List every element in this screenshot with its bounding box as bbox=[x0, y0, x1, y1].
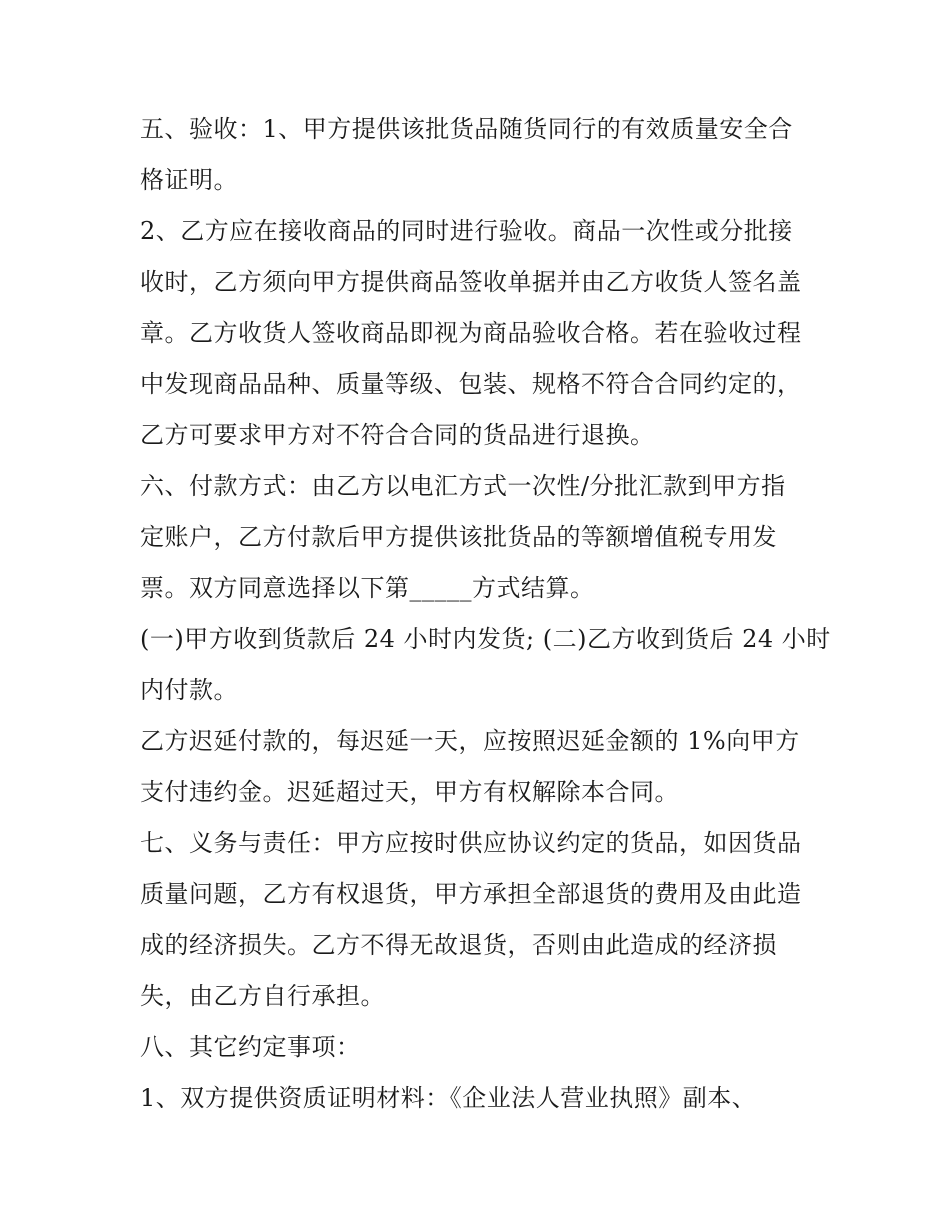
section-5-item-2-paragraph bbox=[140, 206, 820, 461]
text-line: 八、其它约定事项： bbox=[140, 1033, 361, 1061]
text-line: 五、验收：1、甲方提供该批货品随货同行的有效质量安全合 bbox=[140, 115, 793, 143]
text-line: 失，由乙方自行承担。 bbox=[140, 982, 385, 1010]
text-line: 六、付款方式：由乙方以电汇方式一次性/分批汇款到甲方指 bbox=[140, 472, 786, 500]
section-8-heading bbox=[140, 1022, 820, 1073]
section-6-options-paragraph bbox=[140, 614, 831, 716]
text-line: 中发现商品品种、质量等级、包装、规格不符合合同约定的， bbox=[140, 370, 802, 398]
section-7-obligations-paragraph bbox=[140, 818, 820, 1022]
text-line: 乙方迟延付款的，每迟延一天，应按照迟延金额的 1%向甲方 bbox=[140, 727, 800, 755]
text-line: 内付款。 bbox=[140, 676, 238, 704]
text-line: 成的经济损失。乙方不得无故退货，否则由此造成的经济损 bbox=[140, 931, 777, 959]
text-line: 2、乙方应在接收商品的同时进行验收。商品一次性或分批接 bbox=[140, 217, 793, 245]
text-line: 质量问题，乙方有权退货，甲方承担全部退货的费用及由此造 bbox=[140, 880, 802, 908]
text-line: 票。双方同意选择以下第_____方式结算。 bbox=[140, 574, 595, 602]
text-line: 七、义务与责任：甲方应按时供应协议约定的货品，如因货品 bbox=[140, 829, 802, 857]
document-body bbox=[140, 104, 831, 1124]
section-6-late-payment-paragraph bbox=[140, 716, 820, 818]
text-line: 格证明。 bbox=[140, 166, 238, 194]
text-line: 收时，乙方须向甲方提供商品签收单据并由乙方收货人签名盖 bbox=[140, 268, 802, 296]
section-6-payment-paragraph bbox=[140, 461, 820, 614]
text-line: 乙方可要求甲方对不符合合同的货品进行退换。 bbox=[140, 421, 655, 449]
text-line: 章。乙方收货人签收商品即视为商品验收合格。若在验收过程 bbox=[140, 319, 802, 347]
text-line: 支付违约金。迟延超过天，甲方有权解除本合同。 bbox=[140, 778, 679, 806]
text-line: (一)甲方收到货款后 24 小时内发货; (二)乙方收到货后 24 小时 bbox=[140, 625, 831, 653]
section-5-intro-paragraph bbox=[140, 104, 820, 206]
text-line: 定账户，乙方付款后甲方提供该批货品的等额增值税专用发 bbox=[140, 523, 777, 551]
section-8-item-1-paragraph bbox=[140, 1073, 820, 1124]
text-line: 1、双方提供资质证明材料：《企业法人营业执照》副本、 bbox=[140, 1084, 757, 1112]
